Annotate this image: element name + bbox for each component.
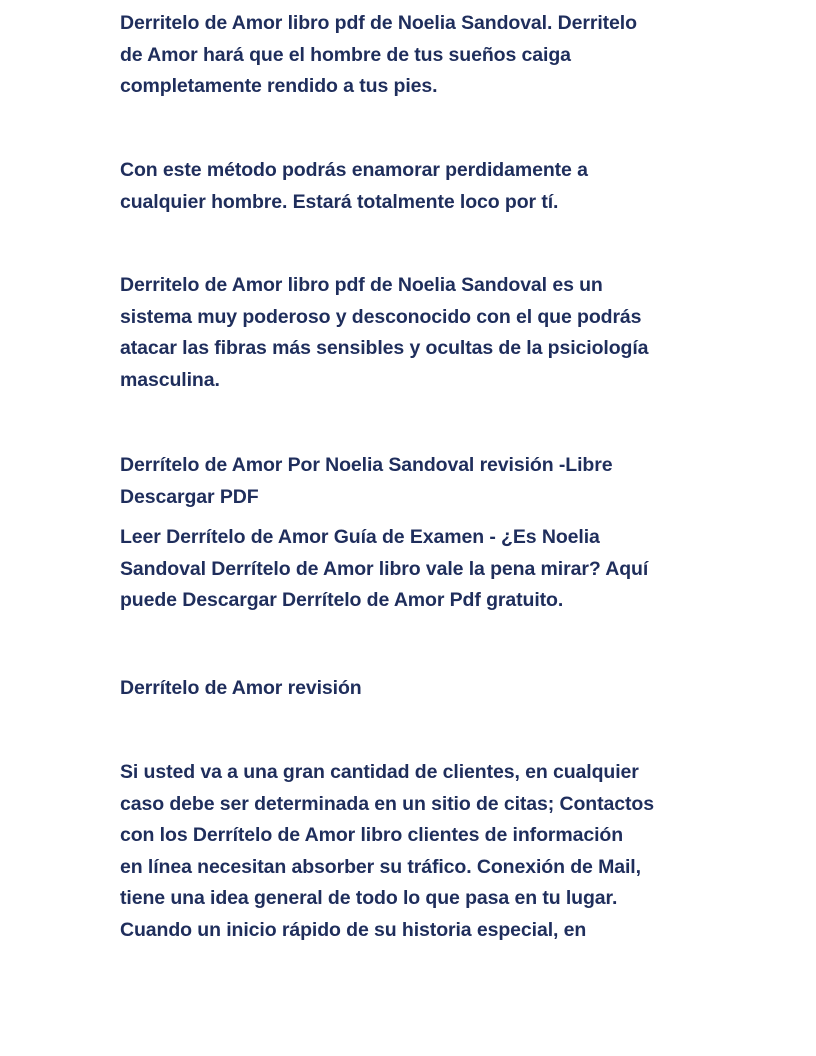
text-line: Derritelo de Amor libro pdf de Noelia Sandoval. Derritelo — [120, 12, 637, 34]
text-line: tiene una idea general de todo lo que pasa en tu lugar. — [120, 887, 618, 909]
text-line: cualquier hombre. Estará totalmente loco por tí. — [120, 190, 559, 213]
text-line: de Amor hará que el hombre de tus sueños caiga — [120, 43, 571, 66]
paragraph-review-title — [120, 673, 710, 705]
paragraph-body — [120, 757, 710, 946]
paragraph-intro — [120, 8, 710, 103]
text-line: atacar las fibras más sensibles y ocultas de la psiciología — [120, 337, 649, 359]
text-line: Descargar PDF — [120, 485, 259, 508]
paragraph-system — [120, 270, 710, 396]
text-line: en línea necesitan absorber su tráfico. Conexión de Mail, — [120, 855, 641, 878]
text-line: completamente rendido a tus pies. — [120, 75, 438, 97]
text-line: sistema muy poderoso y desconocido con el que podrás — [120, 305, 642, 328]
paragraph-method — [120, 155, 710, 218]
paragraph-review-heading — [120, 450, 710, 513]
text-line: Cuando un inicio rápido de su historia especial, en — [120, 918, 587, 941]
paragraph-read-guide — [120, 522, 710, 617]
text-line: masculina. — [120, 368, 220, 391]
text-line: caso debe ser determinada en un sitio de citas; Contactos — [120, 792, 654, 815]
text-line: Derrítelo de Amor revisión — [120, 677, 362, 699]
text-line: Si usted va a una gran cantidad de clientes, en cualquier — [120, 761, 639, 783]
text-line: Leer Derrítelo de Amor Guía de Examen - ¿Es Noelia — [120, 526, 600, 548]
text-line: Con este método podrás enamorar perdidamente a — [120, 159, 588, 181]
text-line: con los Derrítelo de Amor libro clientes de información — [120, 824, 624, 846]
text-line: puede Descargar Derrítelo de Amor Pdf gratuito. — [120, 589, 564, 611]
text-line: Derritelo de Amor libro pdf de Noelia Sandoval es un — [120, 274, 603, 296]
text-line: Derrítelo de Amor Por Noelia Sandoval revisión -Libre — [120, 454, 613, 476]
text-line: Sandoval Derrítelo de Amor libro vale la pena mirar? Aquí — [120, 557, 649, 580]
